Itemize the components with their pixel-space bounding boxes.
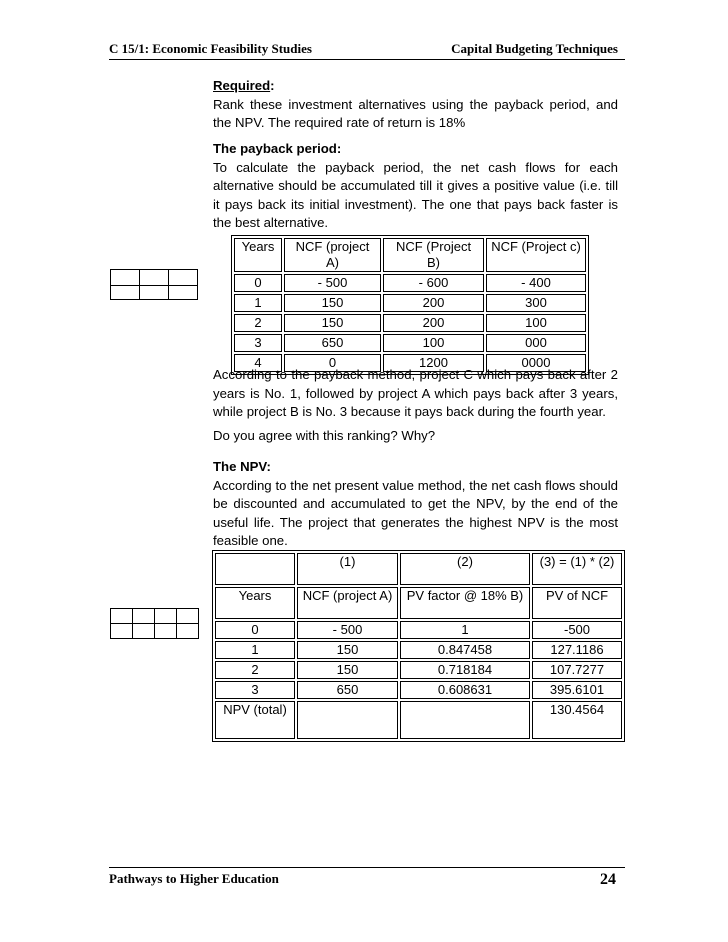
npv-table-top-labels <box>215 553 622 585</box>
cell: 3 <box>215 681 295 699</box>
npv-total-value: 130.4564 <box>532 701 622 739</box>
payback-heading: The payback period: <box>213 141 342 156</box>
npv-total-label: NPV (total) <box>215 701 295 739</box>
npv-table <box>212 550 625 742</box>
payback-header-years: Years <box>234 238 282 272</box>
table-row <box>234 274 586 292</box>
ranking-question: Do you agree with this ranking? Why? <box>213 428 436 443</box>
npv-table-header <box>215 587 622 619</box>
cell: 000 <box>486 334 586 352</box>
cell: - 500 <box>297 621 398 639</box>
payback-text: To calculate the payback period, the net cash flows for each alternative should be accumulated till it gives a positive value (i.e. till it pays back its initial investment). The one that pays back faster is the best alternative. <box>213 159 618 230</box>
payback-header-a: NCF (project A) <box>284 238 381 272</box>
cell <box>400 701 530 739</box>
npv-header-years: Years <box>215 587 295 619</box>
table-row <box>234 314 586 332</box>
cell <box>215 553 295 585</box>
cell: 150 <box>297 641 398 659</box>
cell: 0 <box>284 354 381 372</box>
cell: 650 <box>284 334 381 352</box>
payback-table <box>231 235 589 375</box>
cell: 300 <box>486 294 586 312</box>
header-chapter-title: Capital Budgeting Techniques <box>451 41 618 56</box>
cell: 200 <box>383 314 484 332</box>
cell: 150 <box>284 294 381 312</box>
npv-label-1: (1) <box>297 553 398 585</box>
payback-conclusion: According to the payback method, project C which pays back after 2 years is No. 1, followed by project A which pays back after 3 years, while project B is No. 3 because it pays back during the fourth year. <box>213 367 618 419</box>
cell: 395.6101 <box>532 681 622 699</box>
margin-grid-decoration <box>110 269 198 300</box>
table-row <box>234 334 586 352</box>
cell: 2 <box>215 661 295 679</box>
margin-grid-decoration-2 <box>110 608 199 639</box>
table-row <box>215 661 622 679</box>
cell: 0.847458 <box>400 641 530 659</box>
cell: 1 <box>400 621 530 639</box>
cell: 2 <box>234 314 282 332</box>
cell: 1 <box>234 294 282 312</box>
table-row <box>215 641 622 659</box>
cell: 1200 <box>383 354 484 372</box>
required-colon: : <box>270 78 275 93</box>
cell: - 600 <box>383 274 484 292</box>
footer-publication: Pathways to Higher Education <box>109 871 279 886</box>
cell: 0.718184 <box>400 661 530 679</box>
cell: 0000 <box>486 354 586 372</box>
npv-section <box>213 458 618 551</box>
table-row <box>215 681 622 699</box>
cell: 650 <box>297 681 398 699</box>
cell: 107.7277 <box>532 661 622 679</box>
npv-heading: The NPV: <box>213 459 271 474</box>
npv-header-ncf: NCF (project A) <box>297 587 398 619</box>
npv-label-2: (2) <box>400 553 530 585</box>
cell: -500 <box>532 621 622 639</box>
cell: 0 <box>234 274 282 292</box>
cell: 150 <box>284 314 381 332</box>
cell: 150 <box>297 661 398 679</box>
npv-label-3: (3) = (1) * (2) <box>532 553 622 585</box>
npv-text: According to the net present value method, the net cash flows should be discounted and accumulated to get the NPV, by the end of the useful life. The project that generates the highest NPV is the most feasible one. <box>213 477 618 548</box>
cell: 100 <box>486 314 586 332</box>
cell: 127.1186 <box>532 641 622 659</box>
cell: 1 <box>215 641 295 659</box>
cell: 0.608631 <box>400 681 530 699</box>
header-course-title: C 15/1: Economic Feasibility Studies <box>109 41 312 56</box>
cell: 3 <box>234 334 282 352</box>
cell <box>297 701 398 739</box>
table-row <box>215 621 622 639</box>
npv-header-pv-factor: PV factor @ 18% B) <box>400 587 530 619</box>
cell: 4 <box>234 354 282 372</box>
required-text: Rank these investment alternatives using the payback period, and the NPV. The required rate of return is 18% <box>213 96 618 130</box>
payback-section <box>213 140 618 233</box>
required-section <box>213 77 618 133</box>
header-rule <box>109 59 625 60</box>
page-number: 24 <box>600 871 616 888</box>
required-heading: Required <box>213 78 271 93</box>
cell: - 400 <box>486 274 586 292</box>
footer-rule <box>109 867 625 868</box>
payback-header-c: NCF (Project c) <box>486 238 586 272</box>
cell: 200 <box>383 294 484 312</box>
npv-total-row <box>215 701 622 739</box>
cell: 0 <box>215 621 295 639</box>
cell: - 500 <box>284 274 381 292</box>
cell: 100 <box>383 334 484 352</box>
payback-header-b: NCF (Project B) <box>383 238 484 272</box>
payback-table-header <box>234 238 586 272</box>
npv-header-pv-ncf: PV of NCF <box>532 587 622 619</box>
table-row <box>234 294 586 312</box>
